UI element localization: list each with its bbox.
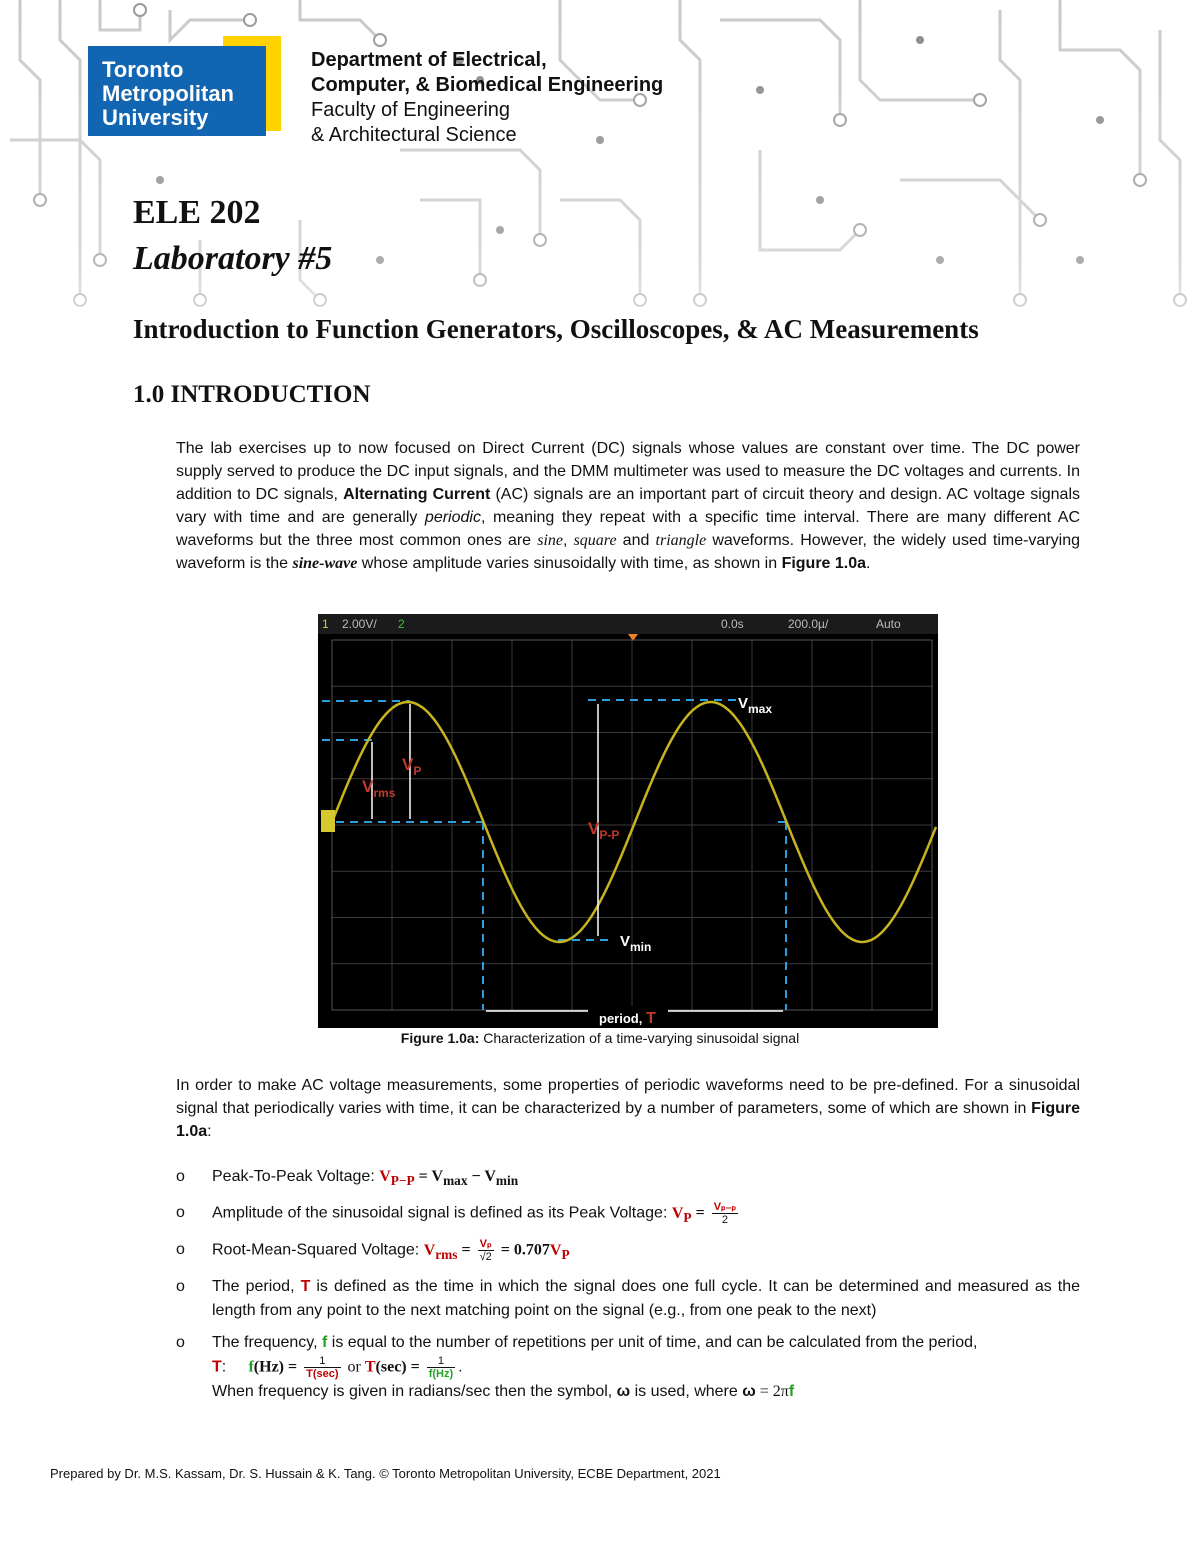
vmax-label: V	[738, 695, 749, 712]
time-offset: 0.0s	[721, 617, 744, 631]
math-symbol: V	[423, 1241, 436, 1259]
symbol-f: f	[788, 1383, 795, 1401]
trigger-mode: Auto	[876, 617, 901, 631]
vmin-label: V	[620, 933, 631, 950]
symbol-T: T	[300, 1278, 311, 1296]
ch1-ground-marker	[321, 810, 335, 832]
vrms-label: V	[362, 777, 374, 796]
text-run: (AC) signals are an important part of circuit theory and design. AC voltage signals vary with time and are generally	[176, 486, 1081, 526]
vmax-sub: max	[748, 702, 773, 716]
department-block	[311, 48, 663, 148]
math-symbol: =	[457, 1241, 475, 1259]
text-run: waveforms. However, the widely used time-varying waveform is the	[176, 532, 1081, 572]
fraction-denominator: f(Hz)	[428, 1368, 454, 1381]
math-symbol: = 0.707	[496, 1241, 550, 1259]
text-run: and	[616, 532, 656, 549]
text-run: ,	[563, 532, 574, 549]
text-run: , meaning they repeat with a specific time interval. There are many different AC waveforms but the three most common ones are	[176, 509, 1081, 549]
vpp-sub: P-P	[599, 828, 620, 842]
text-run: Amplitude of the sinusoidal signal is defined as its Peak Voltage:	[212, 1204, 672, 1222]
vmin-sub: min	[630, 940, 652, 954]
scope-grid	[332, 640, 932, 1010]
fraction	[304, 1355, 340, 1380]
italic-term: triangle	[655, 532, 707, 549]
math-symbol: V	[549, 1241, 562, 1259]
math-symbol: V	[379, 1168, 391, 1185]
svg-text:Vmin	[620, 933, 651, 954]
logo-line: Toronto	[102, 57, 184, 82]
dept-line: Computer, & Biomedical Engineering	[311, 74, 664, 96]
text-run: Peak-To-Peak Voltage:	[212, 1168, 380, 1185]
symbol-omega: ω	[616, 1383, 631, 1401]
ch1-indicator: 1	[322, 617, 329, 631]
fraction-numerator: Vₚ	[478, 1238, 494, 1251]
vpp-label: V	[588, 819, 600, 838]
lab-number: Laboratory #5	[133, 240, 333, 277]
fraction-denominator: 2	[721, 1214, 729, 1227]
text-run: :	[221, 1358, 227, 1376]
italic-term: sine-wave	[292, 555, 358, 572]
text-run: or	[343, 1358, 365, 1376]
math-symbol: =	[691, 1204, 709, 1222]
ch1-scale: 2.00V/	[342, 617, 377, 631]
list-item	[176, 1238, 1080, 1267]
symbol-omega: ω	[742, 1383, 756, 1401]
course-code: ELE 202	[133, 194, 261, 231]
caption-text: Characterization of a time-varying sinusoidal signal	[479, 1030, 800, 1046]
footer: Prepared by Dr. M.S. Kassam, Dr. S. Hussain & K. Tang. © Toronto Metropolitan University, ECBE Department, 2021	[50, 1466, 721, 1481]
math-sub: rms	[435, 1247, 458, 1263]
symbol-f: f	[321, 1334, 328, 1352]
math-sub: P	[683, 1210, 692, 1226]
svg-text:VP-P	[588, 819, 619, 842]
list-item	[176, 1275, 1080, 1323]
logo-text	[102, 58, 234, 130]
faculty-line: Faculty of Engineering	[311, 99, 511, 121]
ch2-indicator: 2	[398, 617, 405, 631]
text-run: :	[207, 1123, 212, 1140]
figure-reference: Figure 1.0a	[781, 555, 867, 572]
math-symbol: − V	[467, 1168, 496, 1185]
symbol-T: T	[364, 1358, 376, 1376]
logo-line: University	[102, 105, 209, 130]
vrms-sub: rms	[373, 786, 396, 800]
fraction-numerator: 1	[304, 1355, 340, 1368]
math-symbol: = 2π	[755, 1383, 789, 1401]
math-symbol: (Hz) =	[253, 1358, 302, 1376]
vp-sub: P	[413, 764, 422, 778]
text-run: In order to make AC voltage measurements, some properties of periodic waveforms need to be pre-defined. For a sinusoidal signal that periodically varies with time, it can be characterized by a number of parameters, some of which are shown in	[176, 1077, 1080, 1117]
faculty-line: & Architectural Science	[311, 124, 517, 146]
text-run: When frequency is given in radians/sec then the symbol,	[212, 1383, 617, 1401]
fraction	[478, 1238, 494, 1263]
oscilloscope-figure	[318, 614, 938, 1028]
text-run: is defined as the time in which the signal does one full cycle. It can be determined and measured as the length from any point to the next matching point on the signal (e.g., from one peak to the next)	[212, 1278, 1080, 1320]
list-item	[176, 1201, 1080, 1230]
list-item	[176, 1165, 1080, 1193]
math-symbol: = V	[414, 1168, 444, 1185]
text-run: The period,	[212, 1278, 301, 1296]
intro-paragraph	[176, 437, 1080, 575]
vp-label: V	[402, 755, 414, 774]
bullet: o	[176, 1278, 185, 1296]
parameter-list	[176, 1165, 1080, 1412]
math-sub: max	[443, 1173, 468, 1189]
math-symbol: (sec) =	[375, 1358, 424, 1376]
text-run: .	[866, 555, 871, 572]
document-title: Introduction to Function Generators, Oscilloscopes, & AC Measurements	[133, 314, 979, 344]
figure-caption	[0, 1030, 1200, 1046]
text-run: .	[458, 1358, 463, 1376]
svg-text:Vrms	[362, 777, 396, 800]
text-run: The frequency,	[212, 1334, 322, 1352]
text-run: The lab exercises up to now focused on Direct Current (DC) signals whose values are constant over time. The DC power supply served to produce the DC input signals, and the DMM multimeter was used to measure the DC voltages and currents. In addition to DC signals,	[176, 440, 1080, 503]
math-sub: P−P	[390, 1173, 415, 1189]
text-run: is equal to the number of repetitions per unit of time, and can be calculated from the period,	[327, 1334, 978, 1352]
fraction-denominator: T(sec)	[306, 1368, 339, 1381]
bullet: o	[176, 1204, 185, 1222]
time-scale: 200.0µ/	[788, 617, 829, 631]
fraction	[712, 1201, 739, 1226]
italic-term: square	[573, 532, 617, 549]
bullet: o	[176, 1168, 185, 1185]
symbol-f: f	[248, 1358, 254, 1376]
math-sub: min	[495, 1173, 519, 1189]
svg-text:Vmax	[738, 695, 772, 716]
bullet: o	[176, 1241, 185, 1259]
text-run: is used, where	[630, 1383, 743, 1401]
dept-line: Department of Electrical,	[311, 49, 547, 71]
math-symbol: V	[671, 1204, 684, 1222]
logo-line: Metropolitan	[102, 81, 234, 106]
section-heading: 1.0 INTRODUCTION	[133, 381, 371, 408]
bullet: o	[176, 1334, 185, 1352]
svg-text:VP	[402, 755, 421, 778]
text-run: whose amplitude varies sinusoidally with time, as shown in	[357, 555, 782, 572]
italic-term: periodic	[424, 509, 481, 526]
bold-term: Alternating Current	[343, 486, 491, 503]
text-run: Root-Mean-Squared Voltage:	[212, 1241, 424, 1259]
math-sub: P	[561, 1247, 570, 1263]
fraction-numerator: Vₚ₋ₚ	[713, 1201, 737, 1214]
fraction	[427, 1355, 455, 1380]
course-block	[133, 190, 332, 282]
fraction-denominator: √2	[479, 1251, 492, 1264]
figure-reference: Figure 1.0a	[176, 1100, 1080, 1140]
properties-paragraph	[176, 1074, 1080, 1143]
caption-label: Figure 1.0a:	[400, 1030, 480, 1046]
symbol-T: T	[212, 1358, 222, 1376]
list-item	[176, 1331, 1080, 1404]
period-label: period,	[599, 1011, 646, 1026]
period-T: T	[645, 1010, 656, 1027]
svg-text:period, T	[599, 1010, 656, 1027]
fraction-numerator: 1	[427, 1355, 455, 1368]
oscilloscope-screen	[318, 614, 938, 1028]
italic-term: sine	[537, 532, 563, 549]
